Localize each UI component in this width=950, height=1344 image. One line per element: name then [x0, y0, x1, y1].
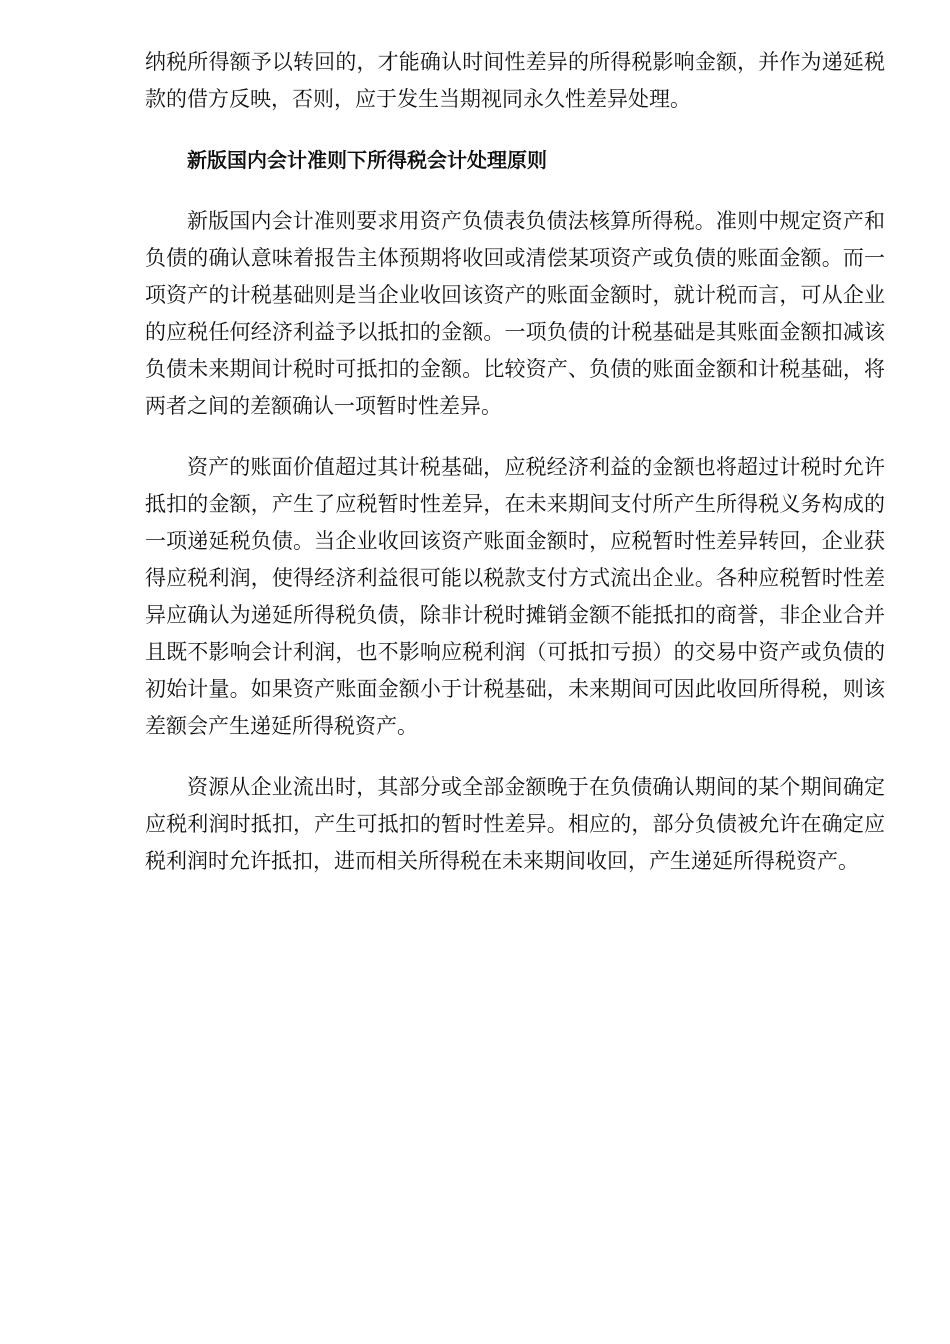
body-paragraph-2: 资产的账面价值超过其计税基础，应税经济利益的金额也将超过计税时允许抵扣的金额，产生了应税暂时性差异，在未来期间支付所产生所得税义务构成的一项递延税负债。当企业收回该资产账面金额时，应税暂时性差异转回，企业获得应税利润，使得经济利益很可能以税款支付方式流出企业。各种应税暂时性差异应确认为递延所得税负债，除非计税时摊销金额不能抵扣的商誉，非企业合并且既不影响会计利润，也不影响应税利润（可抵扣亏损）的交易中资产或负债的初始计量。如果资产账面金额小于计税基础，未来期间可因此收回所得税，则该差额会产生递延所得税资产。: [145, 455, 885, 738]
continuation-paragraph: 纳税所得额予以转回的，才能确认时间性差异的所得税影响金额，并作为递延税款的借方反映，否则，应于发生当期视同永久性差异处理。: [145, 50, 885, 111]
section-heading: 新版国内会计准则下所得税会计处理原则: [187, 148, 547, 172]
body-paragraph-1: 新版国内会计准则要求用资产负债表负债法核算所得税。准则中规定资产和负债的确认意味着报告主体预期将收回或清偿某项资产或负债的账面金额。而一项资产的计税基础则是当企业收回该资产的账面金额时，就计税而言，可从企业的应税任何经济利益予以抵扣的金额。一项负债的计税基础是其账面金额扣减该负债未来期间计税时可抵扣的金额。比较资产、负债的账面金额和计税基础，将两者之间的差额确认一项暂时性差异。: [145, 209, 885, 418]
document-body: [145, 44, 885, 904]
body-paragraph-3: 资源从企业流出时，其部分或全部金额晚于在负债确认期间的某个期间确定应税利润时抵扣，产生可抵扣的暂时性差异。相应的，部分负债被允许在确定应税利润时允许抵扣，进而相关所得税在未来期间收回，产生递延所得税资产。: [145, 775, 885, 873]
